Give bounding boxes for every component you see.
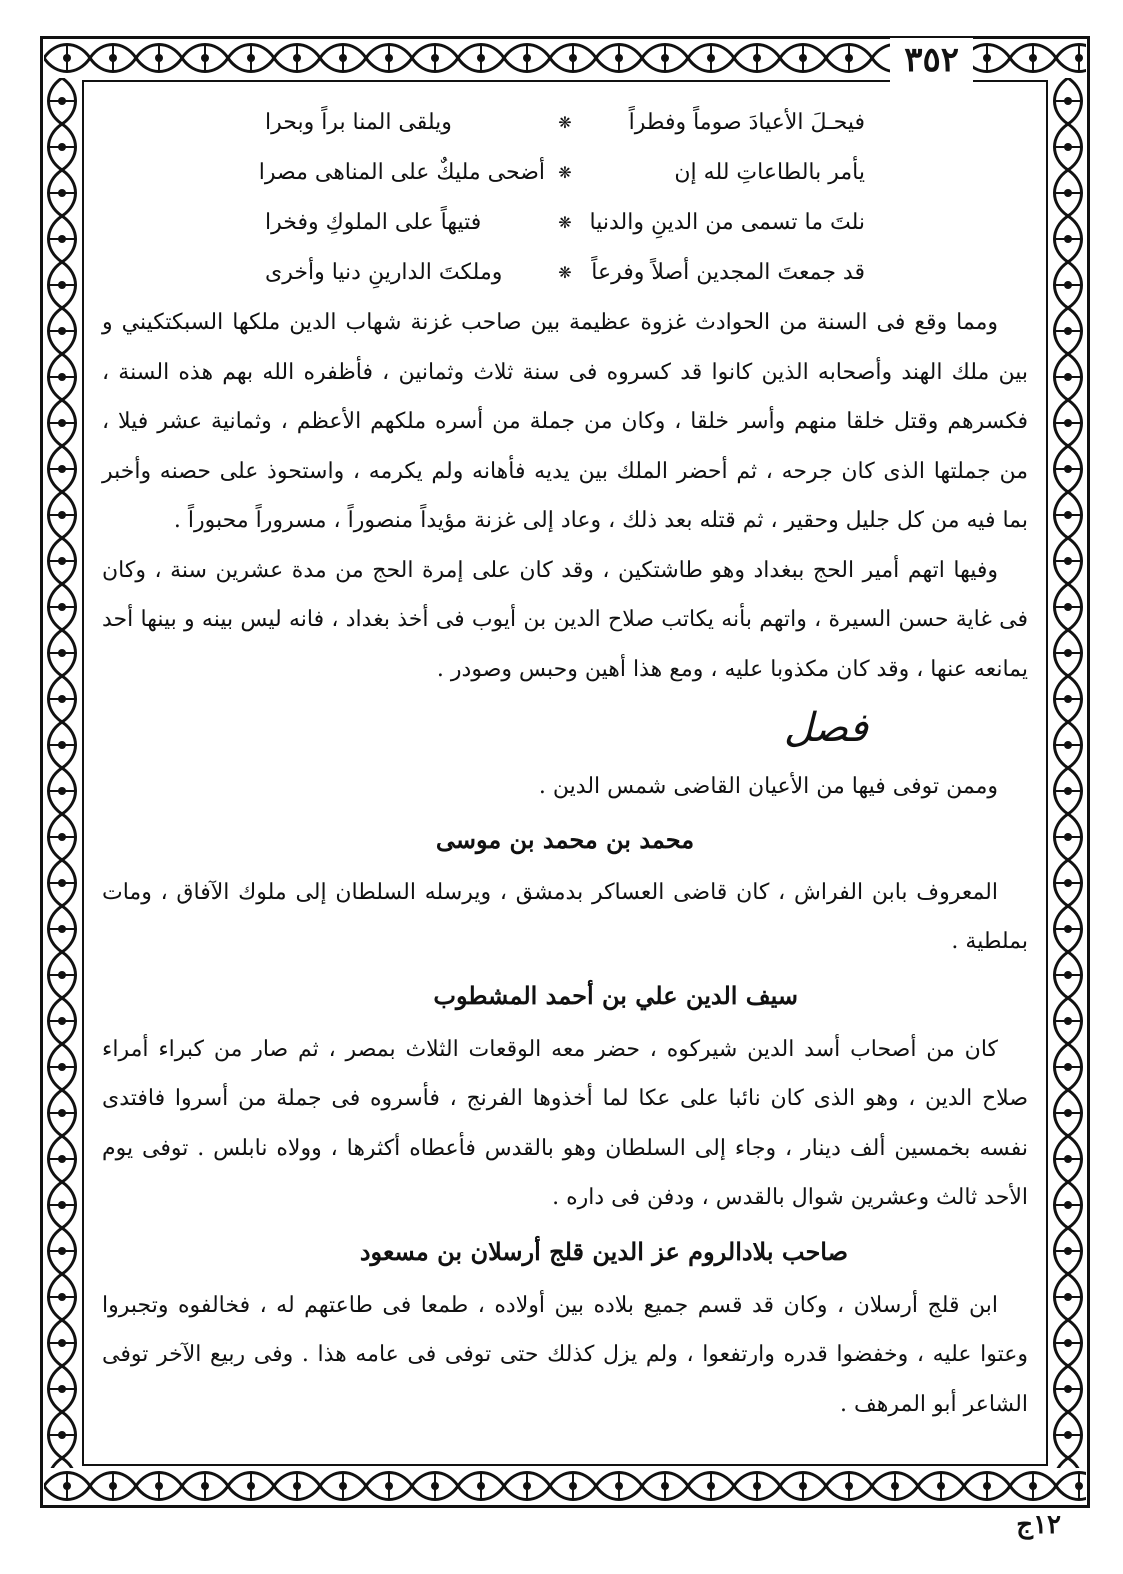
verse-left-hemistich: أضحى مليكٌ على المناهى مصرا: [258, 160, 545, 186]
verse-left-hemistich: وملكتَ الدارينِ دنيا وأخرى: [265, 260, 503, 286]
right-ornament: [1048, 78, 1088, 1468]
paragraph-qilij-arslan: ابن قلج أرسلان ، وكان قد قسم جميع بلاده بين أولاده ، طمعا فى طاعتهم له ، فخالفوه وتجبروا وعتوا عليه ، وخفضوا قدره وارتفعوا ، ولم يزل كذلك حتى توفى فى عامه هذا . وفى ربيع الآخر توفى الشاعر أبو المرهف .: [102, 1292, 1028, 1417]
poem-verse: [265, 98, 865, 148]
bottom-ornament: [44, 1466, 1086, 1506]
printer-signature-mark: ١٢ج: [1016, 1510, 1061, 1540]
verse-separator: ❋: [558, 163, 572, 183]
biography-heading-ibn-alfarrash: محمد بن محمد بن موسى: [435, 824, 695, 854]
poem: [258, 98, 865, 298]
verse-left-hemistich: ويلقى المنا براً وبحرا: [265, 110, 452, 136]
page-number: ٣٥٢: [890, 38, 973, 82]
paragraph-deaths-intro: وممن توفى فيها من الأعيان القاضى شمس الدين .: [538, 774, 998, 799]
verse-separator: ❋: [558, 263, 572, 283]
verse-separator: ❋: [558, 113, 572, 133]
paragraph-almashtub: كان من أصحاب أسد الدين شيركوه ، حضر معه الوقعات الثلاث بمصر ، ثم صار من كبراء أمراء صلاح الدين ، وهو الذى كان نائبا على عكا لما أخذوها الفرنج ، فأسروه فى جملة من أسروا فافتدى نفسه بخمسين ألف دينار ، وجاء إلى السلطان وهو بالقدس فأعطاه أكثرها ، وولاه نابلس . توفى يوم الأحد ثالث وعشرين شوال بالقدس ، ودفن فى داره .: [102, 1036, 1028, 1210]
biography-heading-qilij-arslan: صاحب بلادالروم عز الدين قلج أرسلان بن مسعود: [359, 1236, 848, 1266]
verse-right-hemistich: قد جمعتَ المجدين أصلاً وفرعاً: [591, 260, 865, 286]
poem-verse: [265, 198, 865, 248]
biography-heading-almashtub: سيف الدين علي بن أحمد المشطوب: [433, 980, 798, 1010]
paragraph-ghazna-battle: ومما وقع فى السنة من الحوادث غزوة عظيمة بين صاحب غزنة شهاب الدين ملكها السبكتكيني و بين ملك الهند وأصحابه الذين كانوا قد كسروه فى سنة ثلاث وثمانين ، فأظفره الله بهم هذه السنة ، فكسرهم وقتل خلقا منهم وأسر خلقا ، وكان من جملة من أسره ملكهم الأعظم ، وثمانية عشر فيلا ، من جملتها الذى كان جرحه ، ثم أحضر الملك بين يديه فأهانه ولم يكرمه ، واستحوذ على حصنه وأخبر بما فيه من كل جليل وحقير ، ثم قتله بعد ذلك ، وعاد إلى غزنة مؤيداً منصوراً ، مسروراً محبوراً .: [102, 310, 1028, 533]
verse-left-hemistich: فتيهاً على الملوكِ وفخرا: [265, 210, 482, 236]
verse-separator: ❋: [558, 213, 572, 233]
verse-right-hemistich: يأمر بالطاعاتِ لله إن: [674, 160, 865, 186]
page-content: [102, 98, 1028, 1448]
verse-right-hemistich: فيحـلَ الأعيادَ صوماً وفطراً: [628, 110, 865, 136]
paragraph-ibn-alfarrash: المعروف بابن الفراش ، كان قاضى العساكر بدمشق ، ويرسله السلطان إلى ملوك الآفاق ، ومات بملطية .: [102, 879, 1028, 954]
poem-verse: [258, 148, 865, 198]
verse-right-hemistich: نلتَ ما تسمى من الدينِ والدنيا: [589, 210, 865, 236]
paragraph-hajj-emir: وفيها اتهم أمير الحج ببغداد وهو طاشتكين ، وقد كان على إمرة الحج من مدة عشرين سنة ، وكان فى غاية حسن السيرة ، واتهم بأنه يكاتب صلاح الدين بن أيوب فى أخذ بغداد ، فانه ليس بينه و بينها أحد يمانعه عنها ، وقد كان مكذوبا عليه ، ومع هذا أهين وحبس وصودر .: [102, 557, 1028, 682]
section-heading-fasl: فصل: [783, 705, 868, 751]
left-ornament: [42, 78, 82, 1468]
poem-verse: [265, 248, 865, 298]
